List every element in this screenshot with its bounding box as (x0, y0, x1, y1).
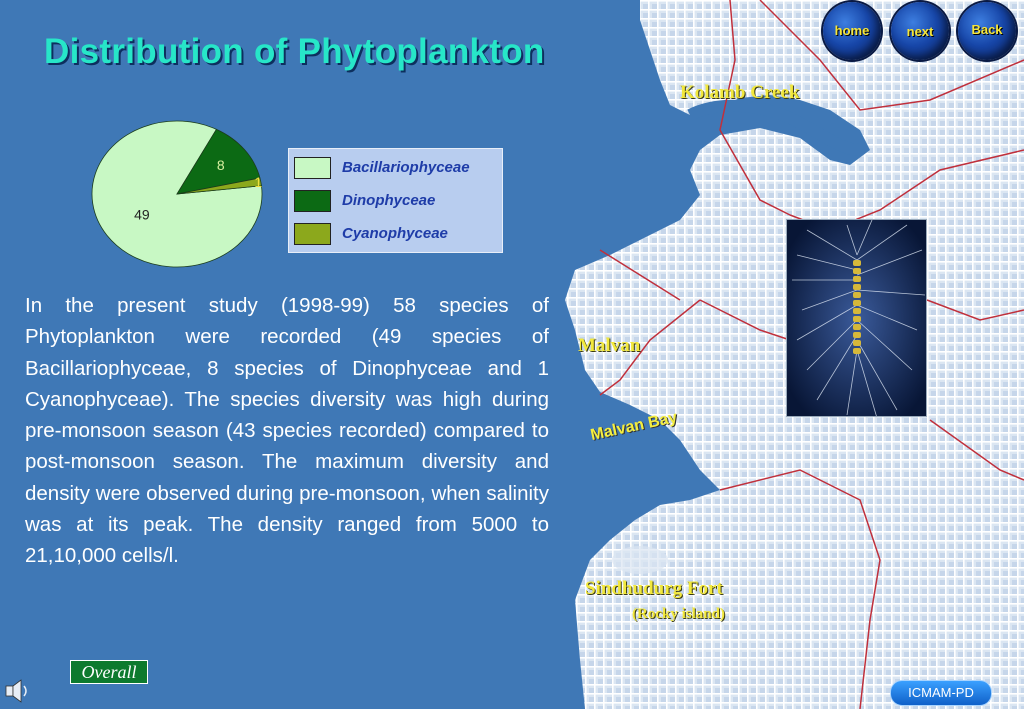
plankton-image (787, 220, 927, 417)
pie-value-label: 8 (216, 157, 225, 174)
chart-legend (288, 148, 503, 253)
label-kolamb-creek: Kolamb Creek (680, 82, 800, 103)
label-malvan: Malvan (578, 335, 641, 356)
legend-label: Cyanophyceae (342, 225, 448, 242)
page-title: Distribution of Phytoplankton (44, 32, 545, 71)
legend-swatch (294, 190, 331, 212)
overall-button[interactable]: Overall (70, 660, 148, 684)
label-malvan-bay: Malvan Bay (589, 409, 679, 444)
legend-item (294, 188, 499, 214)
next-button[interactable] (891, 2, 949, 60)
label-sindhudurg-fort: Sindhudurg Fort (585, 578, 723, 599)
icmam-logo: ICMAM-PD (890, 680, 992, 706)
pie-value-label: 49 (134, 206, 150, 223)
body-paragraph: In the present study (1998-99) 58 species of Phytoplankton were recorded (49 species of Bacillariophyceae, 8 species of Dinophyceae and 1 Cyanophyceae). The species diversity was high during pre-monsoon season (43 species recorded) compared to post-monsoon season. The maximum diversity and density were observed during pre-monsoon, when salinity was at its peak. The density ranged from 5000 to 21,10,000 cells/l. (25, 294, 549, 568)
pie-chart (82, 112, 272, 282)
back-button[interactable] (958, 2, 1016, 60)
back-label: Back (971, 22, 1003, 37)
speaker-icon[interactable] (2, 676, 32, 706)
legend-swatch (294, 157, 331, 179)
legend-label: Bacillariophyceae (342, 159, 470, 176)
home-label: home (834, 23, 870, 38)
legend-item (294, 155, 499, 181)
home-button[interactable] (823, 2, 881, 60)
next-label: next (906, 24, 934, 39)
label-rocky-island: (Rocky island) (632, 606, 725, 622)
plankton-photo (786, 219, 927, 417)
pie-value-label: 1 (254, 174, 263, 191)
legend-swatch (294, 223, 331, 245)
legend-label: Dinophyceae (342, 192, 436, 209)
legend-item (294, 221, 499, 247)
